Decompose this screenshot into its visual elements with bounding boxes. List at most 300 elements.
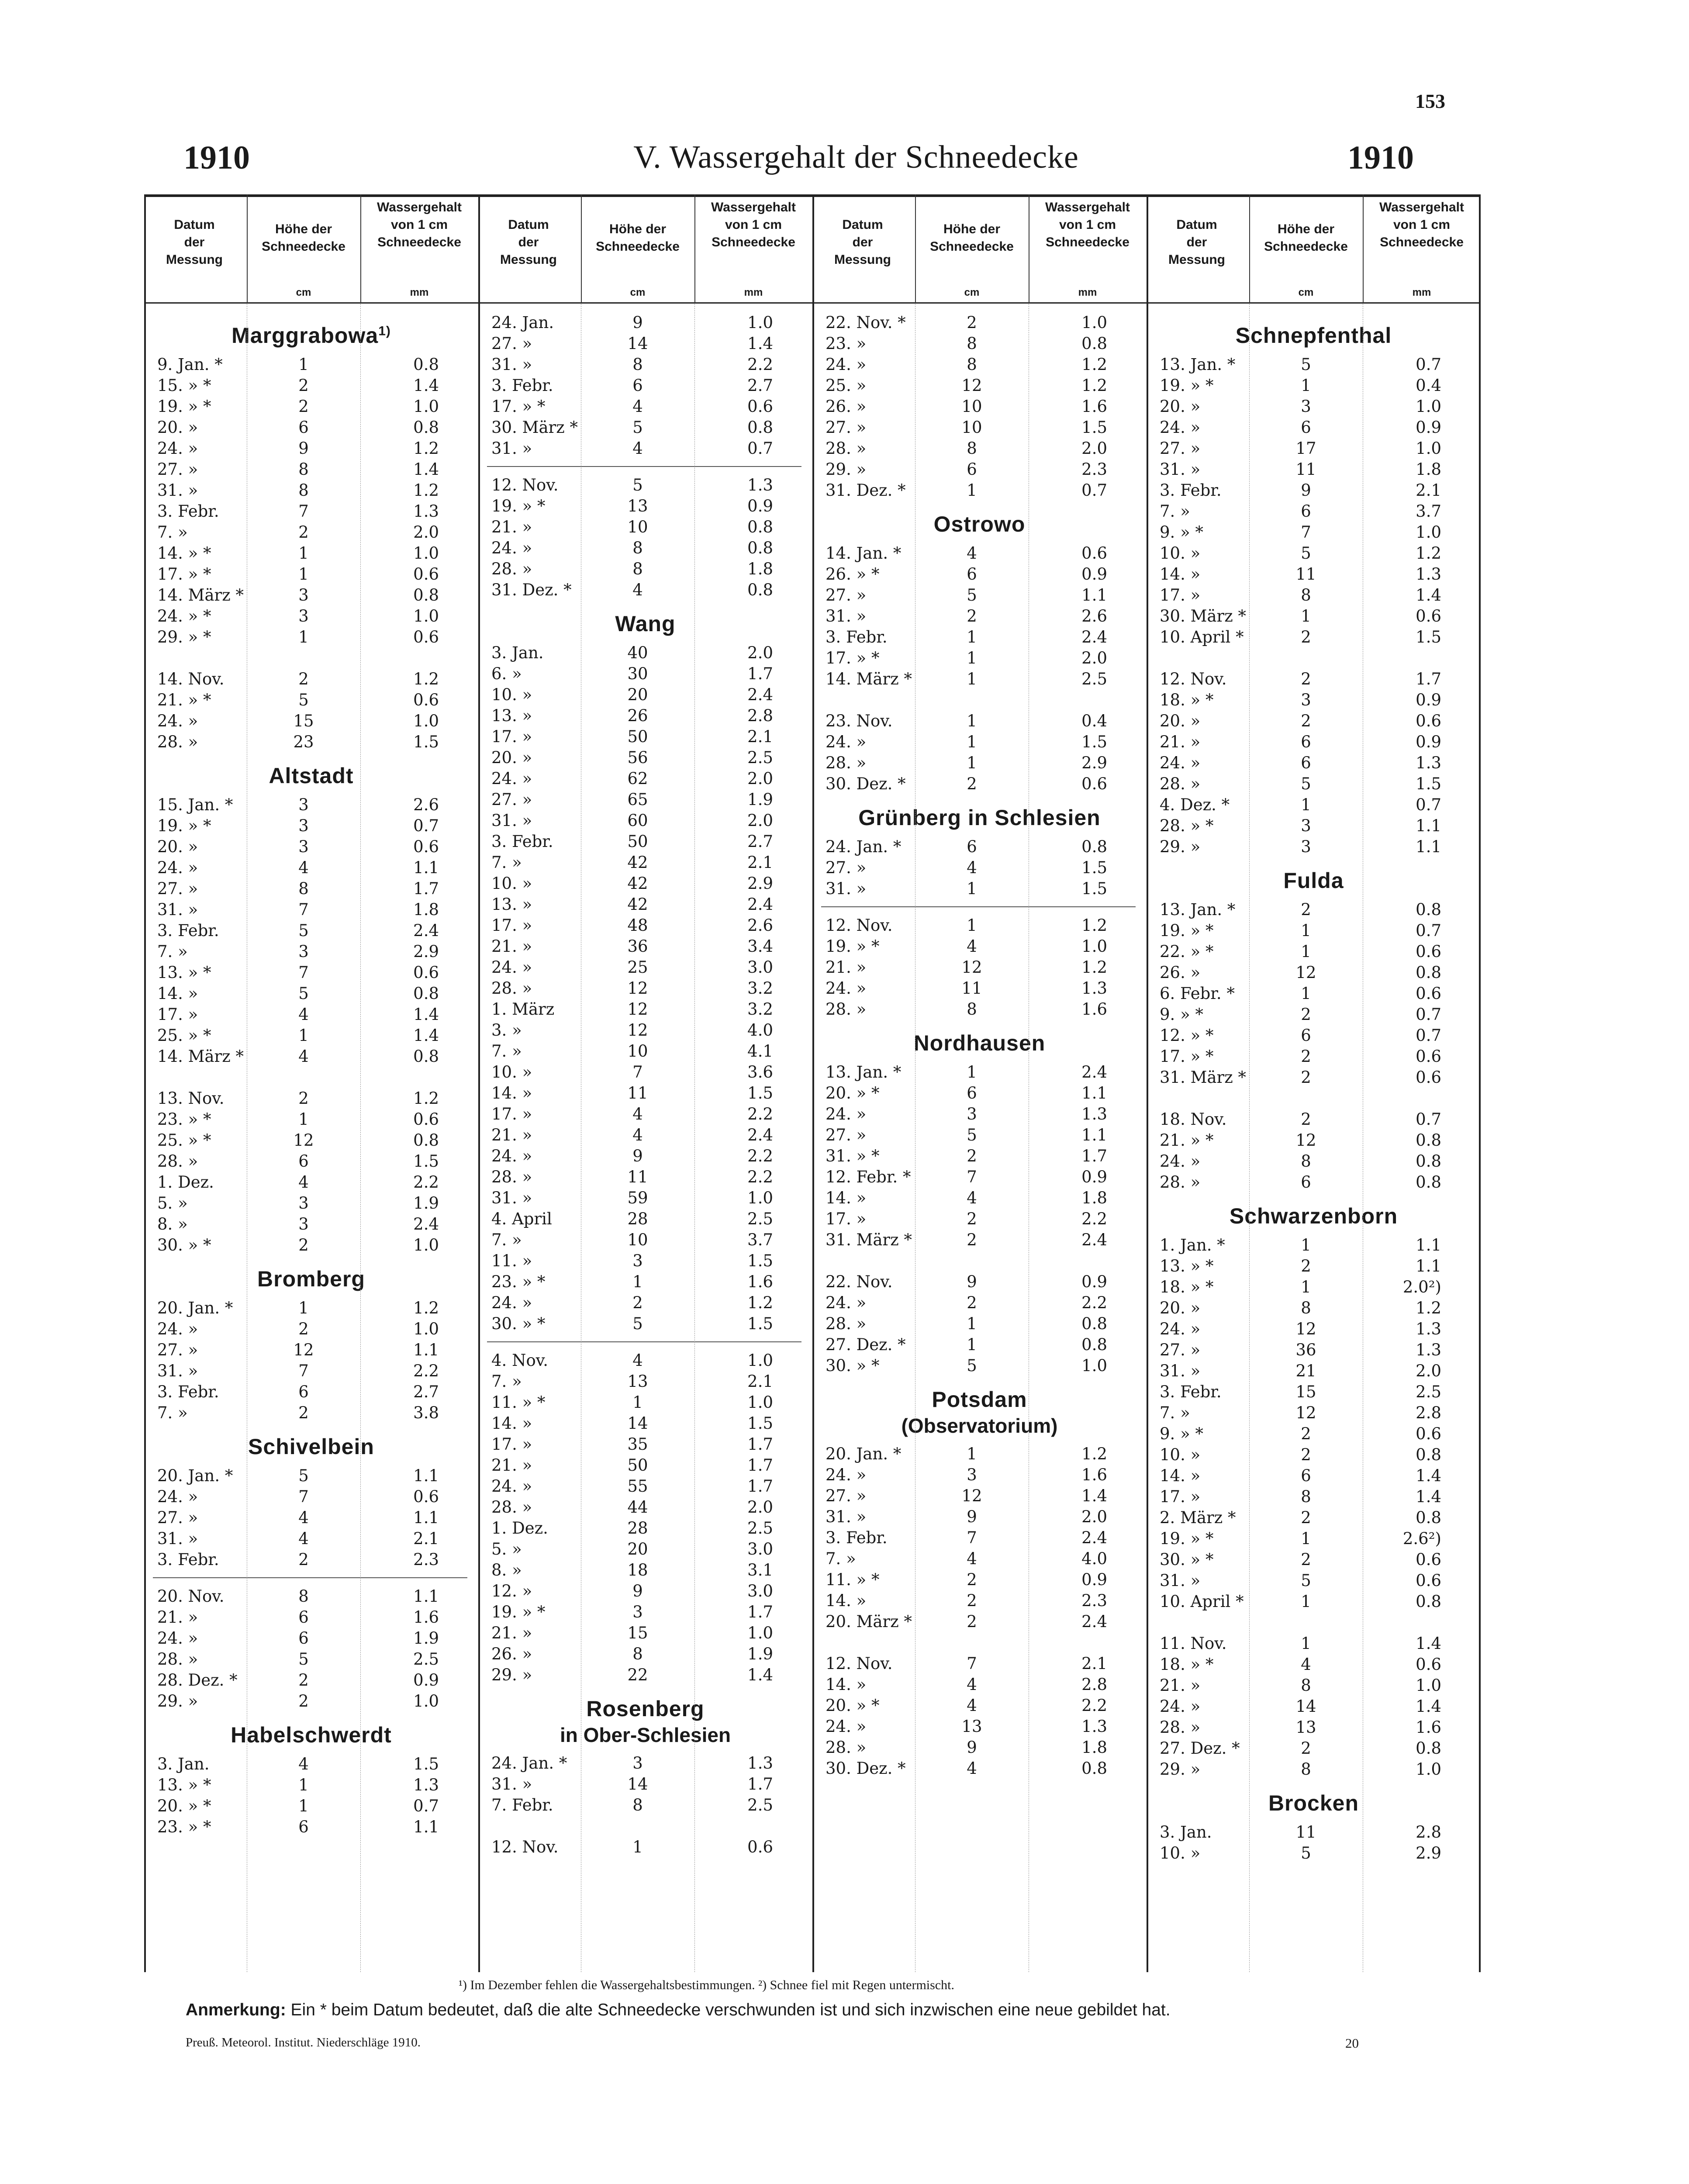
water-content-mm: 2.2	[1081, 1209, 1107, 1228]
water-content-mm: 1.0	[1416, 523, 1441, 542]
header-wassergehalt	[363, 199, 476, 251]
snow-depth-cm: 4	[967, 937, 977, 956]
water-content-mm: 1.0	[413, 397, 439, 416]
measurement-date: 3. Febr.	[491, 832, 553, 851]
water-content-mm: 1.8	[1081, 1189, 1107, 1207]
water-content-mm: 3.2	[747, 979, 773, 998]
water-content-mm: 2.1	[413, 1529, 439, 1548]
measurement-date: 20. Nov.	[157, 1587, 225, 1606]
measurement-date: 13. Jan. *	[1160, 355, 1236, 374]
measurement-date: 24. »	[157, 1320, 198, 1338]
snow-depth-cm: 22	[627, 1666, 648, 1684]
header-date-line1: Datum	[174, 218, 215, 232]
table-row	[478, 1188, 812, 1209]
snow-depth-cm: 2	[298, 1550, 309, 1569]
snow-depth-cm: 8	[298, 481, 309, 500]
measurement-date: 31. »	[491, 1189, 532, 1207]
water-content-mm: 1.0	[747, 1351, 773, 1370]
measurement-date: 28. »	[826, 439, 867, 458]
table-row	[812, 354, 1147, 375]
snow-depth-cm: 10	[627, 1042, 648, 1061]
table-row	[1147, 732, 1481, 753]
station-label: Bromberg	[257, 1267, 365, 1291]
water-content-mm: 0.8	[1416, 1173, 1441, 1192]
measurement-date: 31. »	[1160, 460, 1201, 479]
water-content-mm: 1.1	[413, 1341, 439, 1359]
header-wasser-line2: von 1 cm	[1393, 218, 1451, 232]
header-date-line3: Messung	[166, 252, 223, 267]
snow-depth-cm: 4	[298, 1755, 309, 1773]
measurement-date: 30. » *	[491, 1314, 546, 1333]
snow-depth-cm: 8	[298, 1587, 309, 1606]
measurement-date: 14. » *	[157, 544, 211, 563]
header-divider	[360, 194, 361, 304]
water-content-mm: 2.2	[747, 1105, 773, 1123]
snow-depth-cm: 8	[967, 439, 977, 458]
measurement-date: 3. Febr.	[1160, 481, 1222, 500]
snow-depth-cm: 2	[298, 1671, 309, 1690]
measurement-date: 5. »	[157, 1194, 188, 1213]
measurement-date: 24. »	[157, 712, 198, 730]
table-row	[1147, 1507, 1481, 1528]
measurement-date: 10. »	[1160, 544, 1201, 563]
measurement-date: 14. »	[1160, 565, 1201, 584]
water-content-mm: 2.8	[1416, 1823, 1441, 1842]
sheet-number: 20	[1345, 2035, 1359, 2051]
snow-depth-cm: 42	[627, 895, 648, 914]
measurement-date: 24. »	[157, 1629, 198, 1648]
table-row	[478, 1518, 812, 1539]
water-content-mm: 2.1	[1416, 481, 1441, 500]
table-row	[812, 543, 1147, 564]
snow-depth-cm: 6	[967, 837, 977, 856]
water-content-mm: 1.5	[413, 1755, 439, 1773]
table-row	[812, 1125, 1147, 1146]
snow-depth-cm: 1	[298, 544, 309, 563]
water-content-mm: 1.6	[1081, 1465, 1107, 1484]
measurement-date: 31. März *	[826, 1230, 912, 1249]
water-content-mm: 1.1	[1081, 1084, 1107, 1102]
measurement-date: 7. »	[157, 1403, 188, 1422]
snow-depth-cm: 36	[1295, 1341, 1316, 1359]
water-content-mm: 1.1	[413, 1818, 439, 1836]
water-content-mm: 2.2	[413, 1173, 439, 1192]
table-row	[144, 899, 478, 920]
water-content-mm: 1.0	[413, 544, 439, 563]
measurement-date: 28. »	[826, 753, 867, 772]
water-content-mm: 2.5	[747, 1519, 773, 1538]
snow-depth-cm: 5	[632, 476, 643, 494]
measurement-date: 7. »	[1160, 502, 1190, 521]
header-divider	[1249, 194, 1250, 304]
measurement-date: 27. »	[1160, 1341, 1201, 1359]
snow-depth-cm: 4	[967, 1759, 977, 1778]
snow-depth-cm: 8	[1301, 1299, 1311, 1317]
column-separator	[812, 194, 814, 1972]
measurement-date: 20. »	[157, 837, 198, 856]
table-row	[478, 663, 812, 684]
snow-depth-cm: 8	[967, 1000, 977, 1019]
table-row	[1147, 1654, 1481, 1675]
snow-depth-cm: 12	[627, 1000, 648, 1019]
water-content-mm: 1.0	[413, 1236, 439, 1254]
water-content-mm: 1.0	[1081, 937, 1107, 956]
snow-depth-cm: 1	[1301, 1236, 1311, 1254]
table-row	[144, 795, 478, 816]
snow-depth-cm: 3	[298, 607, 309, 625]
measurement-date: 7. »	[157, 942, 188, 961]
table-row	[144, 585, 478, 606]
snow-depth-cm: 1	[967, 670, 977, 688]
water-content-mm: 1.9	[413, 1629, 439, 1648]
table-row	[144, 1507, 478, 1528]
snow-depth-cm: 2	[1301, 1005, 1311, 1024]
table-row	[478, 684, 812, 705]
water-content-mm: 2.4	[747, 1126, 773, 1144]
table-row	[478, 1209, 812, 1230]
measurement-date: 21. »	[491, 1126, 532, 1144]
table-row	[1147, 354, 1481, 375]
snow-depth-cm: 12	[627, 979, 648, 998]
measurement-date: 27. »	[157, 460, 198, 479]
water-content-mm: 1.6	[1416, 1718, 1441, 1737]
table-row	[144, 438, 478, 459]
water-content-mm: 0.8	[747, 539, 773, 557]
snow-depth-cm: 6	[1301, 1173, 1311, 1192]
snow-depth-cm: 9	[967, 1272, 977, 1291]
water-content-mm: 1.9	[747, 790, 773, 809]
snow-depth-cm: 7	[967, 1168, 977, 1186]
measurement-date: 9. » *	[1160, 523, 1203, 542]
header-hoehe	[583, 221, 692, 256]
water-content-mm: 1.0	[1416, 1760, 1441, 1779]
measurement-date: 25. »	[826, 376, 867, 395]
water-content-mm: 0.7	[413, 816, 439, 835]
snow-depth-cm: 14	[627, 334, 648, 353]
table-row	[1147, 962, 1481, 983]
measurement-date: 27. »	[1160, 439, 1201, 458]
measurement-date: 29. »	[157, 1692, 198, 1711]
water-content-mm: 1.3	[1416, 1320, 1441, 1338]
snow-depth-cm: 7	[298, 900, 309, 919]
water-content-mm: 0.9	[1081, 1272, 1107, 1291]
table-row	[478, 417, 812, 438]
measurement-date: 22. » *	[1160, 942, 1214, 961]
table-row	[144, 1649, 478, 1670]
table-row	[144, 878, 478, 899]
measurement-date: 10. April *	[1160, 628, 1244, 646]
water-content-mm: 0.8	[1081, 334, 1107, 353]
station-label: Grünberg in Schlesien	[858, 805, 1101, 830]
snow-depth-cm: 4	[967, 1549, 977, 1568]
water-content-mm: 0.6	[1416, 1424, 1441, 1443]
table-row	[478, 538, 812, 559]
water-content-mm: 3.6	[747, 1063, 773, 1082]
water-content-mm: 1.7	[747, 1456, 773, 1475]
snow-depth-cm: 2	[1301, 670, 1311, 688]
water-content-mm: 0.9	[1081, 565, 1107, 584]
table-row	[144, 459, 478, 480]
snow-depth-cm: 1	[298, 1797, 309, 1815]
table-row	[1147, 1549, 1481, 1570]
water-content-mm: 1.3	[1081, 1105, 1107, 1123]
snow-depth-cm: 2	[967, 313, 977, 332]
measurement-date: 20. »	[1160, 397, 1201, 416]
table-row	[478, 333, 812, 354]
measurement-date: 3. Jan.	[491, 643, 544, 662]
water-content-mm: 0.8	[1081, 1335, 1107, 1354]
snow-depth-cm: 3	[298, 795, 309, 814]
snow-depth-cm: 2	[1301, 1739, 1311, 1758]
snow-depth-cm: 1	[298, 1110, 309, 1129]
measurement-date: 25. » *	[157, 1026, 211, 1045]
header-date-line2: der	[1186, 235, 1207, 249]
measurement-date: 26. » *	[826, 565, 880, 584]
snow-depth-cm: 5	[632, 1314, 643, 1333]
measurement-date: 20. Jan. *	[157, 1466, 233, 1485]
measurement-date: 10. »	[491, 685, 532, 704]
header-wasser-line1: Wassergehalt	[1379, 200, 1464, 214]
measurement-date: 28. »	[491, 1498, 532, 1517]
table-row	[144, 501, 478, 522]
water-content-mm: 2.6	[747, 916, 773, 935]
water-content-mm: 0.6	[1416, 1655, 1441, 1674]
measurement-date: 24. »	[826, 1105, 867, 1123]
table-row	[812, 1334, 1147, 1355]
header-wasser-line1: Wassergehalt	[1045, 200, 1130, 214]
water-content-mm: 0.9	[413, 1671, 439, 1690]
table-row	[1147, 438, 1481, 459]
header-wasser-line2: von 1 cm	[1059, 218, 1116, 232]
table-row	[812, 1507, 1147, 1527]
water-content-mm: 0.9	[1416, 418, 1441, 437]
table-row	[144, 543, 478, 564]
table-row	[478, 1125, 812, 1146]
water-content-mm: 1.4	[413, 1005, 439, 1024]
table-row	[144, 1465, 478, 1486]
header-wassergehalt	[1365, 199, 1478, 251]
measurement-date: 24. Jan.	[491, 313, 554, 332]
measurement-date: 27. »	[826, 418, 867, 437]
snow-depth-cm: 11	[1295, 1823, 1316, 1842]
table-row	[812, 1355, 1147, 1376]
measurement-date: 24. Jan. *	[826, 837, 901, 856]
table-row	[144, 627, 478, 648]
snow-depth-cm: 3	[632, 1603, 643, 1621]
table-row	[478, 396, 812, 417]
snow-depth-cm: 10	[961, 418, 982, 437]
snow-depth-cm: 1	[632, 1838, 643, 1856]
measurement-date: 18. » *	[1160, 1655, 1214, 1674]
water-content-mm: 1.3	[1416, 1341, 1441, 1359]
table-row	[144, 1130, 478, 1151]
table-row	[1147, 1109, 1481, 1130]
water-content-mm: 1.0	[747, 1624, 773, 1642]
footnotes: ¹) Im Dezember fehlen die Wassergehaltsbestimmungen. ²) Schnee fiel mit Regen untermischt.	[459, 1978, 954, 1992]
measurement-date: 3. Febr.	[157, 1382, 219, 1401]
table-row	[144, 669, 478, 690]
snow-depth-cm: 4	[298, 1047, 309, 1066]
table-row	[812, 1313, 1147, 1334]
measurement-date: 25. » *	[157, 1131, 211, 1150]
water-content-mm: 2.7	[747, 832, 773, 851]
table-row	[1147, 627, 1481, 648]
water-content-mm: 0.8	[413, 355, 439, 374]
table-row	[1147, 1444, 1481, 1465]
snow-depth-cm: 5	[298, 984, 309, 1003]
measurement-date: 14. Nov.	[157, 670, 225, 688]
table-row	[1147, 1822, 1481, 1843]
water-content-mm: 2.2	[1081, 1293, 1107, 1312]
water-content-mm: 0.8	[1416, 1508, 1441, 1527]
table-row	[144, 1528, 478, 1549]
water-content-mm: 1.0	[1081, 313, 1107, 332]
measurement-date: 28. »	[491, 979, 532, 998]
table-row	[478, 999, 812, 1020]
water-content-mm: 0.8	[747, 581, 773, 599]
snow-depth-cm: 7	[967, 1654, 977, 1673]
measurement-date: 3. Febr.	[826, 628, 888, 646]
station-name	[144, 763, 478, 788]
snow-depth-cm: 1	[967, 1063, 977, 1082]
measurement-date: 17. »	[491, 1105, 532, 1123]
water-content-mm: 0.8	[747, 518, 773, 536]
table-row	[1147, 1046, 1481, 1067]
water-content-mm: 1.1	[413, 858, 439, 877]
station-label: Habelschwerdt	[231, 1723, 392, 1747]
table-row	[1147, 1382, 1481, 1403]
measurement-date: 21. »	[157, 1608, 198, 1627]
water-content-mm: 3.0	[747, 1540, 773, 1559]
water-content-mm: 2.0	[747, 1498, 773, 1517]
station-name	[1147, 1203, 1481, 1229]
table-row	[1147, 1172, 1481, 1193]
snow-depth-cm: 1	[1301, 1634, 1311, 1653]
snow-depth-cm: 9	[632, 1582, 643, 1600]
snow-depth-cm: 1	[298, 1026, 309, 1045]
table-row	[478, 747, 812, 768]
water-content-mm: 3.7	[1416, 502, 1441, 521]
snow-depth-cm: 42	[627, 874, 648, 893]
snow-depth-cm: 2	[298, 376, 309, 395]
snow-depth-cm: 4	[967, 1675, 977, 1694]
table-row	[144, 1319, 478, 1340]
table-row	[812, 1695, 1147, 1716]
water-content-mm: 0.7	[1081, 481, 1107, 500]
snow-depth-cm: 1	[967, 1444, 977, 1463]
water-content-mm: 2.8	[747, 706, 773, 725]
water-content-mm: 2.4	[747, 685, 773, 704]
measurement-date: 12. Nov.	[491, 476, 559, 494]
water-content-mm: 0.8	[413, 1047, 439, 1066]
table-row	[144, 1214, 478, 1235]
measurement-date: 9. » *	[1160, 1424, 1203, 1443]
snow-depth-cm: 1	[967, 753, 977, 772]
table-row	[812, 711, 1147, 732]
station-label: Altstadt	[269, 764, 354, 788]
measurement-date: 7. »	[491, 853, 522, 872]
measurement-date: 30. » *	[826, 1356, 880, 1375]
table-row	[144, 1361, 478, 1382]
measurement-date: 26. »	[826, 397, 867, 416]
table-row	[144, 1796, 478, 1817]
measurement-date: 17. »	[491, 916, 532, 935]
measurement-date: 21. » *	[1160, 1131, 1214, 1150]
table-row	[1147, 753, 1481, 774]
unit-cm: cm	[296, 287, 311, 298]
water-content-mm: 1.1	[1416, 837, 1441, 856]
snow-depth-cm: 36	[627, 937, 648, 956]
water-content-mm: 0.8	[413, 1131, 439, 1150]
snow-depth-cm: 5	[632, 418, 643, 437]
table-row	[478, 831, 812, 852]
water-content-mm: 0.6	[1081, 544, 1107, 563]
unit-mm: mm	[1412, 287, 1431, 298]
table-row	[812, 1486, 1147, 1507]
measurement-date: 20. »	[491, 748, 532, 767]
measurement-date: 23. » *	[157, 1110, 211, 1129]
measurement-date: 14. »	[826, 1189, 867, 1207]
header-wassergehalt	[1031, 199, 1144, 251]
snow-depth-cm: 14	[627, 1414, 648, 1433]
snow-depth-cm: 50	[627, 1456, 648, 1475]
page-title: V. Wassergehalt der Schneedecke	[633, 139, 1079, 175]
snow-depth-cm: 2	[967, 607, 977, 625]
water-content-mm: 1.0	[747, 1393, 773, 1412]
water-content-mm: 1.4	[1081, 1486, 1107, 1505]
water-content-mm: 0.8	[1416, 900, 1441, 919]
water-content-mm: 2.0	[1081, 649, 1107, 667]
water-content-mm: 2.2	[413, 1362, 439, 1380]
measurement-date: 20. Jan. *	[826, 1444, 901, 1463]
measurement-date: 24. »	[491, 1147, 532, 1165]
column-header	[1147, 194, 1481, 304]
water-content-mm: 1.4	[747, 334, 773, 353]
measurement-date: 13. » *	[1160, 1257, 1214, 1275]
measurement-date: 19. » *	[1160, 1529, 1214, 1548]
measurement-date: 7. »	[491, 1230, 522, 1249]
water-content-mm: 0.9	[747, 497, 773, 515]
water-content-mm: 2.0	[747, 643, 773, 662]
header-date-line3: Messung	[500, 252, 557, 267]
water-content-mm: 0.9	[1081, 1570, 1107, 1589]
snow-depth-cm: 23	[293, 733, 314, 751]
snow-depth-cm: 3	[1301, 397, 1311, 416]
year-right: 1910	[1347, 139, 1414, 176]
measurement-date: 19. » *	[491, 1603, 546, 1621]
header-divider	[247, 194, 248, 304]
snow-depth-cm: 5	[1301, 774, 1311, 793]
table-row	[478, 438, 812, 459]
table-row	[478, 1062, 812, 1083]
note-text: Ein * beim Datum bedeutet, daß die alte Schneedecke verschwunden ist und sich inzwischen eine neue gebildet hat.	[286, 2001, 1171, 2019]
snow-depth-cm: 4	[632, 581, 643, 599]
station-name	[1147, 868, 1481, 893]
table-row	[478, 559, 812, 580]
snow-depth-cm: 2	[967, 1612, 977, 1631]
header-wasser-line3: Schneedecke	[1046, 235, 1129, 249]
table-row	[144, 1151, 478, 1172]
snow-depth-cm: 7	[967, 1528, 977, 1547]
water-content-mm: 1.5	[1416, 628, 1441, 646]
snow-depth-cm: 5	[298, 1650, 309, 1669]
measurement-date: 30. » *	[157, 1236, 211, 1254]
water-content-mm: 2.7	[413, 1382, 439, 1401]
table-row	[812, 1653, 1147, 1674]
snow-depth-cm: 8	[967, 355, 977, 374]
page-number: 153	[1415, 90, 1445, 112]
snow-depth-cm: 17	[1295, 439, 1316, 458]
